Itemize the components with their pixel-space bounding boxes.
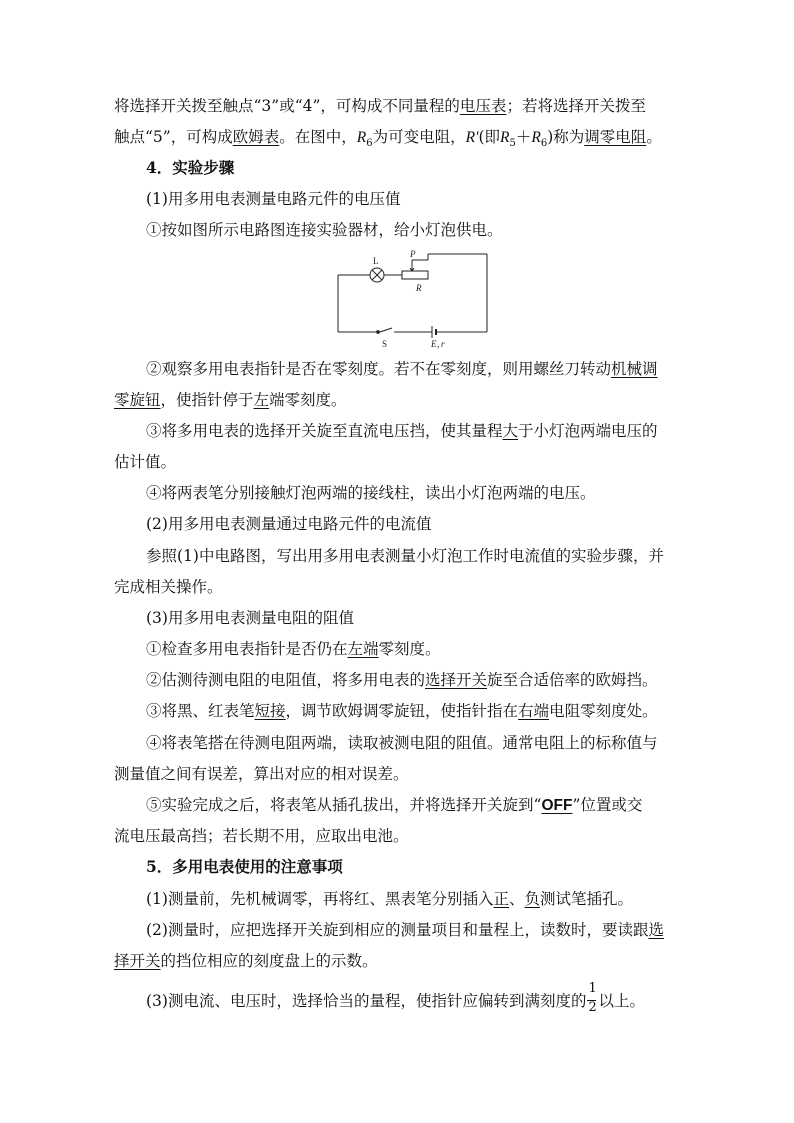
note-3 [146, 981, 645, 1015]
text: ⑤实验完成之后，将表笔从插孔拔出，并将选择开关旋到“ [146, 796, 542, 814]
text: 、 [508, 890, 525, 908]
text: (即 [478, 128, 501, 146]
subsection-2-line-1: 参照(1)中电路图，写出用多用电表测量小灯泡工作时电流值的实验步骤，并 [146, 547, 664, 565]
text: ①检查多用电表指针是否仍在 [146, 640, 348, 658]
text: 将选择开关拨至触点“3”或“4”，可构成不同量程的 [114, 97, 460, 115]
answer-mechanical: 机械调 [611, 360, 658, 378]
fraction-denominator: 2 [588, 1000, 597, 1015]
subscript: 6 [540, 138, 548, 150]
symbol-R: R [356, 129, 367, 146]
text: )称为 [547, 128, 585, 146]
text: 电阻零刻度处。 [549, 702, 658, 720]
section-4-heading: 4．实验步骤 [146, 158, 235, 177]
step-3-line-2: 估计值。 [114, 453, 177, 471]
text: 端零刻度。 [269, 391, 347, 409]
symbol-R: R [500, 129, 510, 146]
text: 旋至合适倍率的欧姆挡。 [487, 671, 658, 689]
note-2-line-2 [114, 950, 378, 972]
answer-right-end: 右端 [518, 702, 550, 720]
text: 触点“5”，可构成 [114, 128, 233, 146]
intro-line-2 [114, 126, 662, 155]
resistance-step-3 [146, 700, 658, 722]
answer-negative: 负 [524, 890, 541, 908]
resistance-step-2 [146, 669, 658, 691]
answer-selector-cont: 择开关 [114, 952, 161, 970]
subsection-1-title: (1)用多用电表测量电路元件的电压值 [146, 190, 401, 208]
text: (2)测量时，应把选择开关旋到相应的测量项目和量程上，读数时，要读跟 [146, 921, 649, 939]
subscript: 6 [366, 138, 373, 150]
label-slider: P [410, 249, 416, 259]
note-1 [146, 888, 633, 910]
resistance-step-4-line-2: 测量值之间有误差，算出对应的相对误差。 [114, 765, 409, 783]
subsection-2-line-2: 完成相关操作。 [114, 578, 223, 596]
answer-ohmmeter: 欧姆表 [232, 128, 280, 146]
resistance-step-4-line-1: ④将表笔搭在待测电阻两端，读取被测电阻的阻值。通常电阻上的标称值与 [146, 734, 658, 752]
plus-sign: ＋ [515, 128, 532, 146]
section-5-heading: 5．多用电表使用的注意事项 [146, 857, 343, 876]
label-internal-resistance: r [441, 339, 445, 349]
label-switch: S [382, 339, 388, 349]
text: 为可变电阻， [372, 128, 466, 146]
text: ，调节欧姆调零旋钮，使指针指在 [285, 702, 519, 720]
text: (3)测电流、电压时，选择恰当的量程，使指针应偏转到满刻度的 [146, 992, 587, 1010]
text: 。 [646, 128, 662, 146]
answer-selector-switch: 选择开关 [425, 671, 488, 689]
text: ，使指针停于 [160, 391, 254, 409]
text: ”位置或交 [572, 796, 643, 814]
text: ③将多用电表的选择开关旋至直流电压挡，使其量程 [146, 422, 503, 440]
text: 于小灯泡两端电压的 [518, 422, 658, 440]
circuit-diagram [330, 248, 495, 358]
answer-selector: 选 [648, 921, 664, 939]
subscript: 5 [509, 138, 516, 150]
text: 测试笔插孔。 [540, 890, 634, 908]
answer-voltmeter: 电压表 [459, 97, 507, 115]
step-1: ①按如图所示电路图连接实验器材，给小灯泡供电。 [146, 221, 503, 239]
text: (1)测量前，先机械调零，再将红、黑表笔分别插入 [146, 890, 494, 908]
subsection-3-title: (3)用多用电表测量电阻的阻值 [146, 609, 354, 627]
symbol-R-prime: R′ [465, 129, 479, 146]
answer-zero-resistor: 调零电阻 [584, 128, 647, 146]
label-lamp: L [373, 256, 379, 266]
text: ；若将选择开关拨至 [506, 97, 646, 115]
text: 。在图中， [279, 128, 357, 146]
text: ③将黑、红表笔 [146, 702, 255, 720]
text: ②估测待测电阻的电阻值，将多用电表的 [146, 671, 426, 689]
answer-positive: 正 [493, 890, 509, 908]
subsection-2-title: (2)用多用电表测量通过电路元件的电流值 [146, 515, 432, 533]
label-comma: , [437, 339, 440, 349]
text: 的挡位相应的刻度盘上的示数。 [160, 952, 378, 970]
fraction-numerator: 1 [588, 981, 597, 996]
fraction-one-half [587, 981, 597, 1015]
answer-left-end: 左端 [347, 640, 379, 658]
step-4: ④将两表笔分别接触灯泡两端的接线柱，读出小灯泡两端的电压。 [146, 484, 596, 502]
text: 以上。 [598, 992, 645, 1010]
answer-larger: 大 [502, 422, 519, 440]
answer-off: OFF [541, 797, 573, 814]
text: 零刻度。 [378, 640, 441, 658]
text: ②观察多用电表指针是否在零刻度。若不在零刻度，则用螺丝刀转动 [146, 360, 612, 378]
symbol-R: R [531, 129, 541, 146]
resistance-step-1 [146, 638, 441, 660]
answer-mechanical-cont: 零旋钮 [114, 391, 161, 409]
label-rheostat: R [416, 283, 422, 293]
answer-left: 左 [253, 391, 270, 409]
step-2-line-1 [146, 358, 658, 380]
step-3-line-1 [146, 420, 658, 442]
step-2-line-2 [114, 389, 347, 411]
intro-line-1 [114, 95, 646, 117]
resistance-step-5-line-1 [146, 794, 642, 817]
note-2-line-1 [146, 919, 664, 941]
label-emf: E [431, 339, 437, 349]
answer-short-circuit: 短接 [254, 702, 286, 720]
resistance-step-5-line-2: 流电压最高挡；若长期不用，应取出电池。 [114, 827, 409, 845]
